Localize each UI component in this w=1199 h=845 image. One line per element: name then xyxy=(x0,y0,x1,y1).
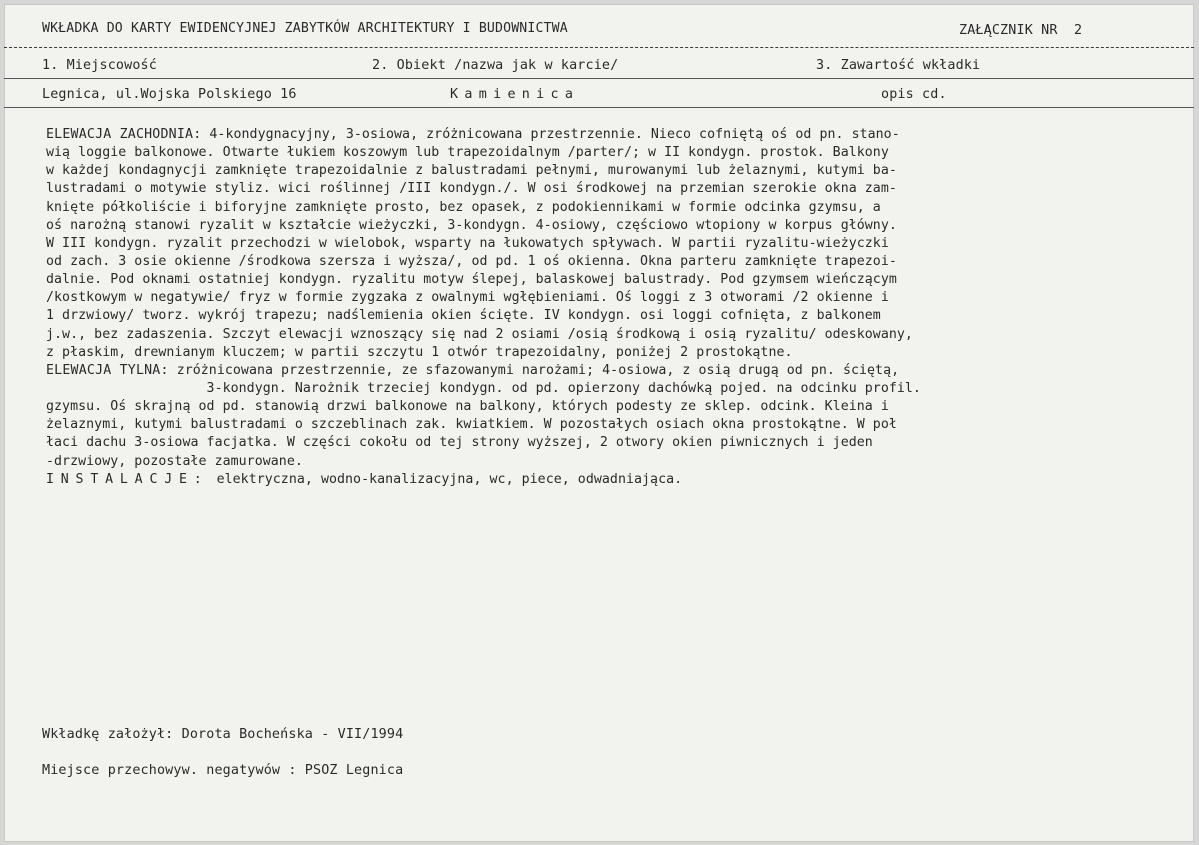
body-line xyxy=(46,235,1166,253)
body-text: knięte półkoliście i biforyjne zamknięte prosto, bez opasek, z podokiennikami w formie odcinka gzymsu, a xyxy=(46,199,881,215)
body-text: lustradami o motywie styliz. wici roślinnej /III kondygn./. W osi środkowej na przemian szerokie okna zam- xyxy=(46,181,897,197)
body-text: j.w., bez zadaszenia. Szczyt elewacji wznoszący się nad 2 osiami /osią środkową i osią ryzalitu/ odeskowany, xyxy=(46,326,913,342)
record-card xyxy=(4,4,1194,842)
body-line xyxy=(46,144,1166,162)
body-text: w każdej kondagnycji zamknięte trapezoidalnie z balustradami pełnymi, murowanymi lub żelaznymi, kutymi ba- xyxy=(46,163,897,179)
field-label-contents: 3. Zawartość wkładki xyxy=(816,58,981,73)
body-line xyxy=(46,271,1166,289)
body-text: od zach. 3 osie okienne /środkowa szersza i wyższa/, od pd. 1 oś okienna. Okna parteru zamknięte trapezoi- xyxy=(46,253,897,269)
body-line xyxy=(46,162,1166,180)
body-text: łaci dachu 3-osiowa facjatka. W części cokołu od tej strony wyższej, 2 otwory okien piwnicznych i jeden xyxy=(46,435,873,451)
body-text: W III kondygn. ryzalit przechodzi w wielobok, wsparty na łukowatych spływach. W partii ryzalitu-wieżyczki xyxy=(46,235,889,251)
body-line xyxy=(46,217,1166,235)
body-line xyxy=(46,289,1166,307)
body-line xyxy=(46,253,1166,271)
body-line xyxy=(46,380,1166,398)
body-text: dalnie. Pod oknami ostatniej kondygn. ryzalitu motyw ślepej, balaskowej balustrady. Pod gzymsem wieńczącym xyxy=(46,272,897,288)
body-text: elektryczna, wodno-kanalizacyjna, wc, piece, odwadniająca. xyxy=(208,471,683,487)
divider-top xyxy=(4,47,1194,48)
body-line xyxy=(46,326,1166,344)
divider-fields xyxy=(4,78,1194,79)
body-text: wią loggie balkonowe. Otwarte łukiem koszowym lub trapezoidalnym /parter/; w II kondygn. prostok. Balkony xyxy=(46,145,889,161)
body-text: -drzwiowy, pozostałe zamurowane. xyxy=(46,453,303,469)
body-line xyxy=(46,180,1166,198)
description-body xyxy=(46,126,1166,489)
field-label-locality: 1. Miejscowość xyxy=(42,58,157,73)
body-line xyxy=(46,416,1166,434)
card-title: WKŁADKA DO KARTY EWIDENCYJNEJ ZABYTKÓW ARCHITEKTURY I BUDOWNICTWA xyxy=(42,21,568,36)
author-note: Wkładkę założył: Dorota Bocheńska - VII/1994 xyxy=(42,727,404,742)
body-line xyxy=(46,453,1166,471)
section-heading: ELEWACJA TYLNA: xyxy=(46,362,169,378)
section-heading: ELEWACJA ZACHODNIA: xyxy=(46,127,202,142)
annex-number: ZAŁĄCZNIK NR 2 xyxy=(959,23,1083,38)
field-value-contents: opis cd. xyxy=(881,87,947,102)
section-heading: INSTALACJE: xyxy=(46,471,209,487)
body-text: 1 drzwiowy/ tworz. wykrój trapezu; nadślemienia okien ścięte. IV kondygn. osi loggi cofnięta, z balkonem xyxy=(46,308,881,324)
field-value-object: Kamienica xyxy=(450,87,580,102)
divider-body xyxy=(4,107,1194,108)
field-value-locality: Legnica, ul.Wojska Polskiego 16 xyxy=(42,87,297,102)
body-text: 3-kondygn. Narożnik trzeciej kondygn. od pd. opierzony dachówką pojed. na odcinku profil. xyxy=(46,380,921,396)
body-line xyxy=(46,199,1166,217)
body-text: gzymsu. Oś skrajną od pd. stanowią drzwi balkonowe na balkony, których podesty ze sklep. odcink. Kleina i xyxy=(46,399,889,415)
body-line xyxy=(46,434,1166,452)
body-text: 4-kondygnacyjny, 3-osiowa, zróżnicowana przestrzennie. Nieco cofniętą oś od pn. stano- xyxy=(201,127,900,142)
body-text: żelaznymi, kutymi balustradami o szczeblinach zak. kwiatkiem. W pozostałych osiach okna prostokątne. W poł xyxy=(46,417,897,433)
body-line xyxy=(46,307,1166,325)
body-line xyxy=(46,362,1166,380)
body-line xyxy=(46,344,1166,362)
body-line xyxy=(46,126,1166,144)
body-text: oś narożną stanowi ryzalit w kształcie wieżyczki, 3-kondygn. 4-osiowy, częściowo wtopiony w korpus główny. xyxy=(46,217,897,233)
field-label-object: 2. Obiekt /nazwa jak w karcie/ xyxy=(372,58,619,73)
negatives-storage-note: Miejsce przechowyw. negatywów : PSOZ Legnica xyxy=(42,763,404,778)
body-line xyxy=(46,471,1166,489)
body-text: z płaskim, drewnianym kluczem; w partii szczytu 1 otwór trapezoidalny, poniżej 2 prostokątne. xyxy=(46,344,793,360)
body-text: zróżnicowana przestrzennie, ze sfazowanymi narożami; 4-osiowa, z osią drugą od pn. ściętą, xyxy=(168,362,900,378)
body-line xyxy=(46,398,1166,416)
body-text: /kostkowym w negatywie/ fryz w formie zygzaka z owalnymi wgłębieniami. Oś loggi z 3 otworami /2 okienne i xyxy=(46,290,889,306)
